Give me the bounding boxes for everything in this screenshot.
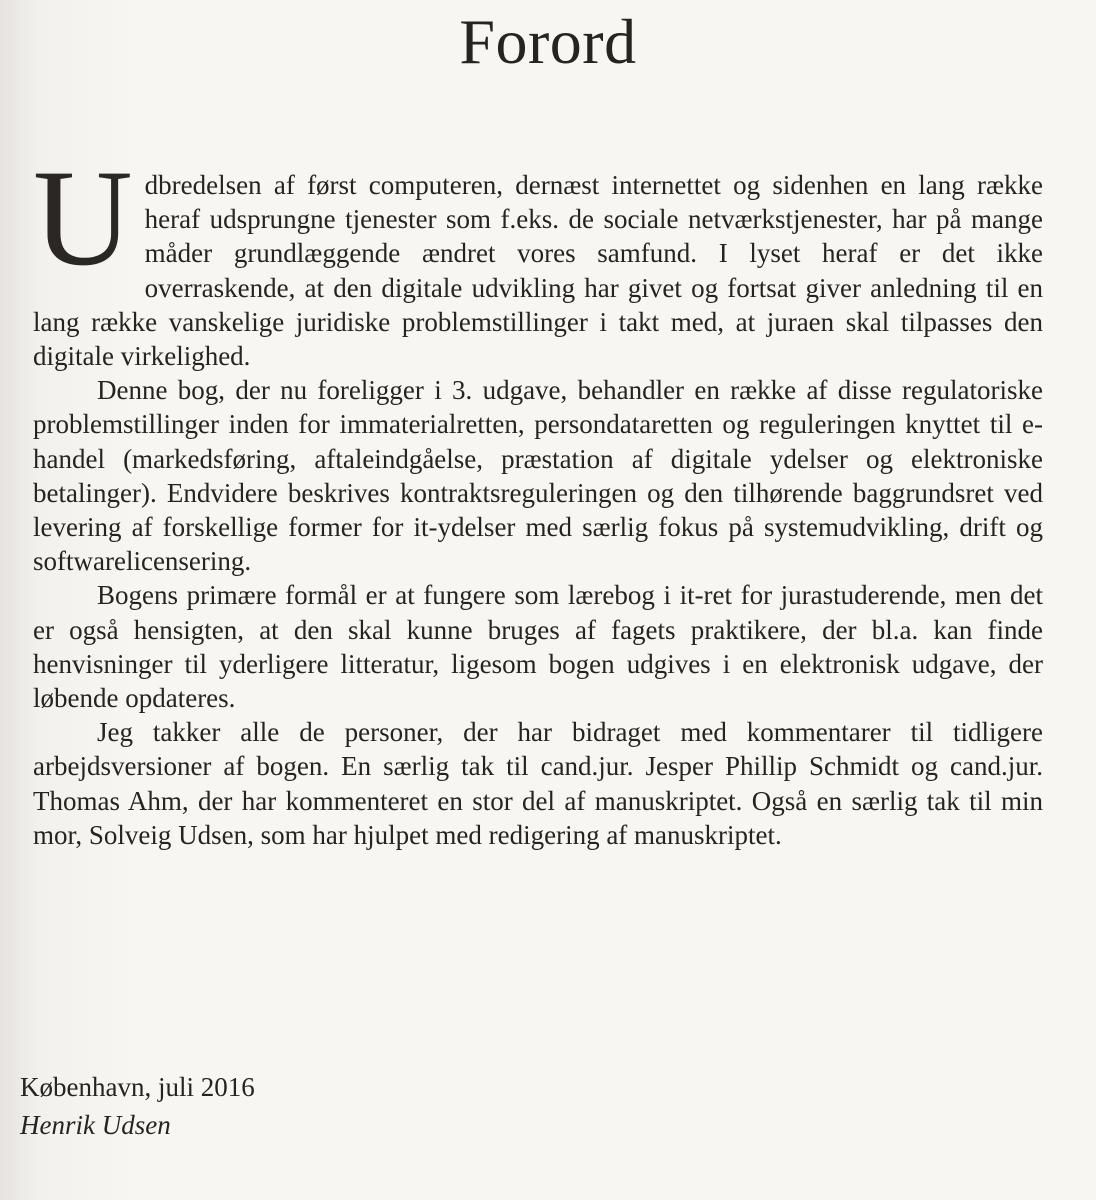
paragraph-3: Bogens primære formål er at fungere som lærebog i it-ret for jurastuderende, men det er også hensigten, at den skal kunne bruges af fagets praktikere, der bl.a. kan finde henvisninger til yderligere litteratur, ligesom bogen udgives i en elektronisk udgave, der løbende opdateres. bbox=[33, 580, 1043, 714]
paragraph-1-text: dbredelsen af først computeren, dernæst internettet og sidenhen en lang række heraf udsprungne tjenester som f.eks. de sociale netværkstjenester, har på mange måder grundlæggende ændret vores samfund. I lyset heraf er det ikke overraskende, at den digitale udvikling har givet og fortsat giver anledning til en lang række vanskelige juridiske problemstillinger i takt med, at juraen skal tilpasses den digitale virkelighed. bbox=[33, 170, 1043, 372]
page-title: Forord bbox=[459, 6, 637, 77]
preface-body bbox=[33, 141, 1043, 852]
signature-block bbox=[20, 1068, 255, 1144]
place-date: København, juli 2016 bbox=[20, 1072, 255, 1102]
paragraph-1 bbox=[33, 141, 1043, 373]
paragraph-4: Jeg takker alle de personer, der har bidraget med kommentarer til tidligere arbejdsversioner af bogen. En særlig tak til cand.jur. Jesper Phillip Schmidt og cand.jur. Thomas Ahm, der har kommenteret en stor del af manuskriptet. Også en særlig tak til min mor, Solveig Udsen, som har hjulpet med redigering af manuskriptet. bbox=[33, 717, 1043, 850]
drop-cap: U bbox=[33, 141, 133, 294]
paragraph-2: Denne bog, der nu foreligger i 3. udgave, behandler en række af disse regulatoriske problemstillinger inden for immaterialretten, persondataretten og reguleringen knyttet til e-handel (markedsføring, aftaleindgåelse, præstation af digitale ydelser og elektroniske betalinger). Endvidere beskrives kontraktsreguleringen og den tilhørende baggrundsret ved levering af forskellige former for it-ydelser med særlig fokus på systemudvikling, drift og softwarelicensering. bbox=[33, 375, 1043, 577]
author-name: Henrik Udsen bbox=[20, 1110, 171, 1140]
